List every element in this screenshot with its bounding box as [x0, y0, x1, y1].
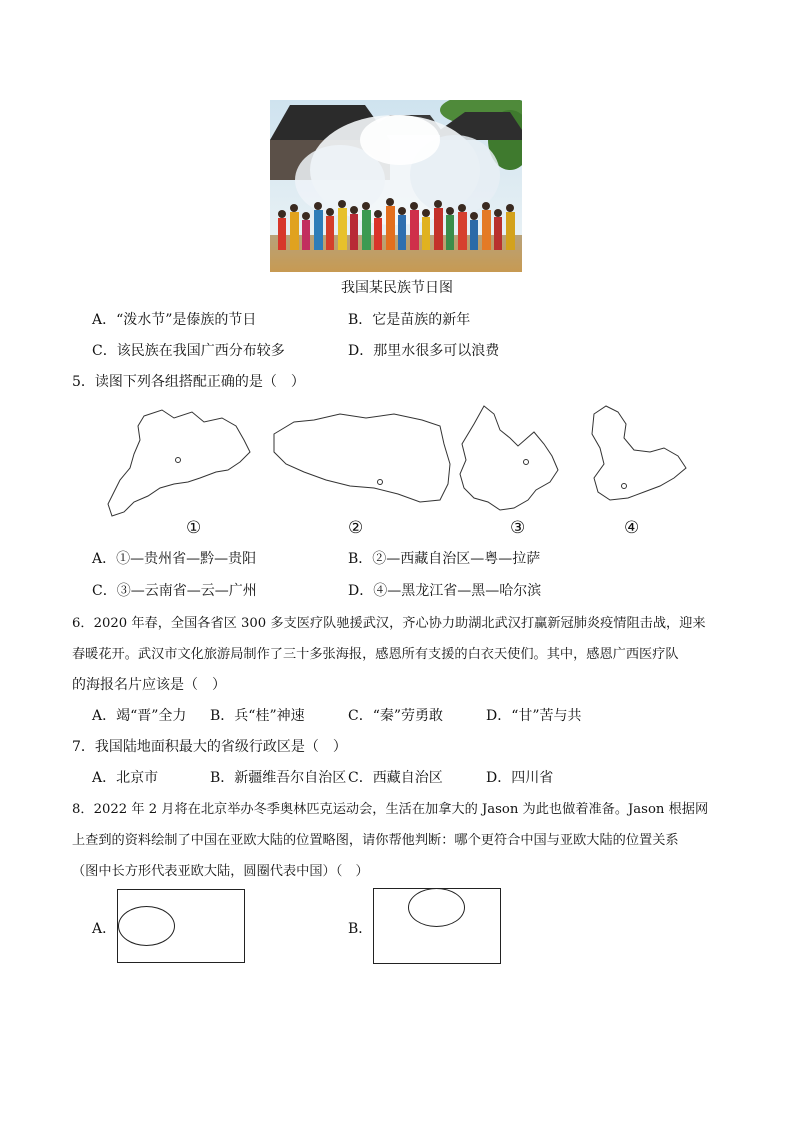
q6-stem-line-1: 6．2020 年春，全国各省区 300 多支医疗队驰援武汉，齐心协力助湖北武汉打赢新冠肺炎疫情阻击战，迎来	[72, 616, 706, 631]
q4-option-c[interactable]: C．该民族在我国广西分布较多	[92, 343, 285, 359]
photo-caption: 我国某民族节日图	[341, 280, 453, 296]
festival-photo	[270, 100, 522, 272]
q5-option-a[interactable]: A．①—贵州省—黔—贵阳	[92, 551, 257, 567]
map-yunnan-capital	[524, 460, 529, 465]
q8-a-china-circle	[118, 906, 175, 946]
q8-stem-line-3: （图中长方形代表亚欧大陆，圆圈代表中国）（ ）	[72, 864, 369, 879]
festival-photo-drawing	[270, 100, 522, 272]
q8-stem-line-1: 8．2022 年 2 月将在北京举办冬季奥林匹克运动会，生活在加拿大的 Jason 为此也做着准备。Jason 根据网	[72, 802, 709, 817]
q5-option-d[interactable]: D．④—黑龙江省—黑—哈尔滨	[348, 583, 542, 599]
map-guangdong-capital	[176, 458, 181, 463]
q4-option-b[interactable]: B．它是苗族的新年	[348, 312, 471, 328]
map-heilongjiang-outline	[592, 406, 686, 500]
map-heilongjiang-capital	[622, 484, 627, 489]
q8-option-b[interactable]: B．	[348, 921, 373, 937]
province-outlines	[104, 404, 704, 522]
q5-option-b[interactable]: B．②—西藏自治区—粤—拉萨	[348, 551, 541, 567]
map-tibet-capital	[378, 480, 383, 485]
q7-option-c[interactable]: C．西藏自治区	[348, 770, 443, 786]
q7-option-a[interactable]: A．北京市	[92, 770, 159, 786]
q6-option-a[interactable]: A．竭“晋”全力	[92, 708, 187, 724]
map-label-2: ②	[348, 518, 364, 538]
q6-stem-line-2: 春暖花开。武汉市文化旅游局制作了三十多张海报，感恩所有支援的白衣天使们。其中，感恩广西医疗队	[72, 647, 679, 662]
map-label-1: ①	[186, 518, 202, 538]
q7-option-d[interactable]: D．四川省	[486, 770, 554, 786]
q7-option-b[interactable]: B．新疆维吾尔自治区	[210, 770, 347, 786]
q5-stem: 5．读图下列各组搭配正确的是（ ）	[72, 374, 305, 390]
map-label-3: ③	[510, 518, 526, 538]
map-tibet-outline	[274, 414, 450, 502]
map-guangdong-outline	[108, 410, 250, 516]
q6-option-c[interactable]: C．“秦”劳勇敢	[348, 708, 444, 724]
q8-b-china-circle	[408, 888, 465, 927]
q6-option-b[interactable]: B．兵“桂”神速	[210, 708, 305, 724]
q8-stem-line-2: 上查到的资料绘制了中国在亚欧大陆的位置略图，请你帮他判断：哪个更符合中国与亚欧大陆的位置关系	[72, 833, 679, 848]
q6-option-d[interactable]: D．“甘”苦与共	[486, 708, 582, 724]
q5-province-maps	[104, 404, 704, 522]
q4-option-d[interactable]: D．那里水很多可以浪费	[348, 343, 500, 359]
q8-option-a[interactable]: A．	[92, 921, 117, 937]
q7-stem: 7．我国陆地面积最大的省级行政区是（ ）	[72, 739, 347, 755]
map-label-4: ④	[624, 518, 640, 538]
map-yunnan-outline	[460, 406, 558, 510]
q6-stem-line-3: 的海报名片应该是（ ）	[72, 677, 226, 693]
q4-option-a[interactable]: A．“泼水节”是傣族的节日	[92, 312, 257, 328]
q5-option-c[interactable]: C．③—云南省—云—广州	[92, 583, 257, 599]
